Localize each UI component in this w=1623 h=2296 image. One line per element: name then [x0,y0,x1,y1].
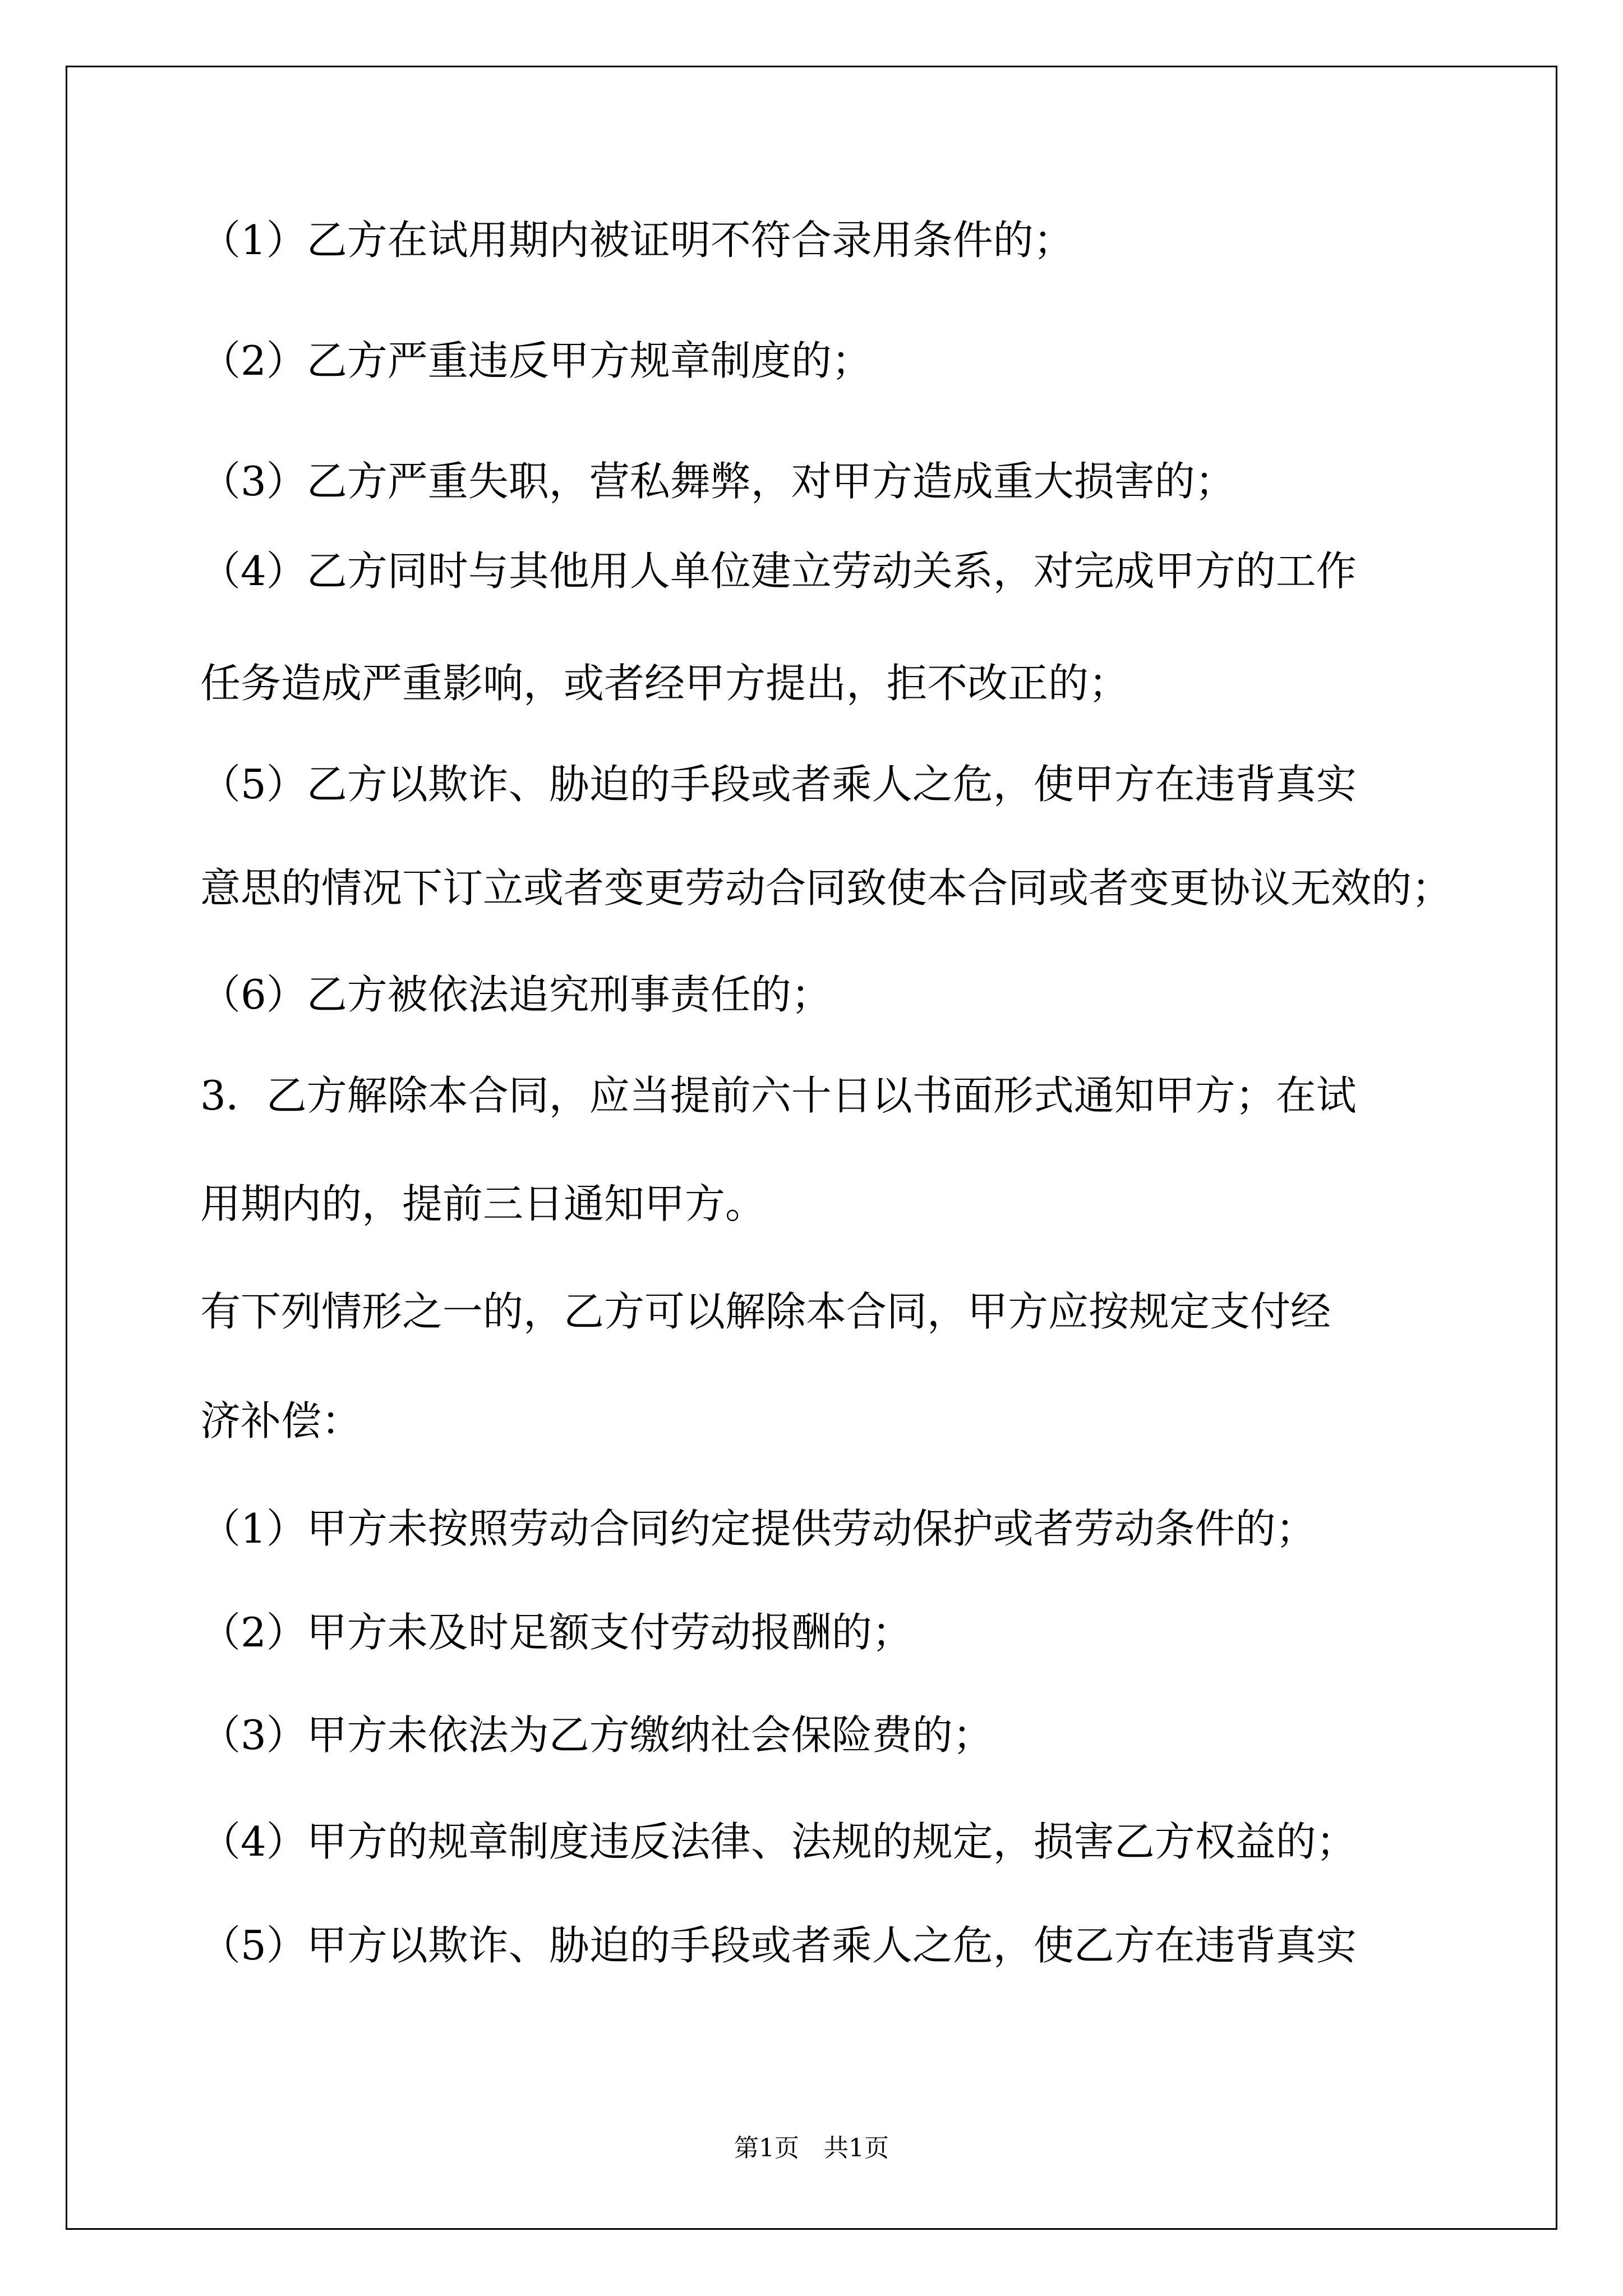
paragraph-line: （6）乙方被依法追究刑事责任的； [200,971,832,1018]
paragraph-line: （2）乙方严重违反甲方规章制度的； [200,337,872,384]
paragraph-line: （3）甲方未依法为乙方缴纳社会保险费的； [200,1711,993,1759]
paragraph-line: （4）乙方同时与其他用人单位建立劳动关系，对完成甲方的工作 [200,547,1357,595]
paragraph-line: 意思的情况下订立或者变更劳动合同致使本合同或者变更协议无效的； [200,864,1453,912]
paragraph-line: 任务造成严重影响，或者经甲方提出，拒不改正的； [200,660,1129,707]
paragraph-line: （4）甲方的规章制度违反法律、法规的规定，损害乙方权益的； [200,1818,1357,1865]
paragraph-line: （1）乙方在试用期内被证明不符合录用条件的； [200,217,1074,264]
paragraph-line: （3）乙方严重失职，营私舞弊，对甲方造成重大损害的； [200,458,1235,505]
paragraph-line: 3．乙方解除本合同，应当提前六十日以书面形式通知甲方；在试 [200,1072,1357,1119]
paragraph-line: （5）乙方以欺诈、胁迫的手段或者乘人之危，使甲方在违背真实 [200,761,1357,808]
paragraph-line: （2）甲方未及时足额支付劳动报酬的； [200,1609,912,1656]
paragraph-line: 济补偿： [200,1397,362,1444]
page-border [66,66,1557,2230]
paragraph-line: （1）甲方未按照劳动合同约定提供劳动保护或者劳动条件的； [200,1505,1316,1552]
page-number-footer: 第1页 共1页 [734,2134,889,2162]
paragraph-line: （5）甲方以欺诈、胁迫的手段或者乘人之危，使乙方在违背真实 [200,1922,1357,1969]
paragraph-line: 有下列情形之一的，乙方可以解除本合同，甲方应按规定支付经 [200,1288,1331,1335]
paragraph-line: 用期内的，提前三日通知甲方。 [200,1180,766,1227]
